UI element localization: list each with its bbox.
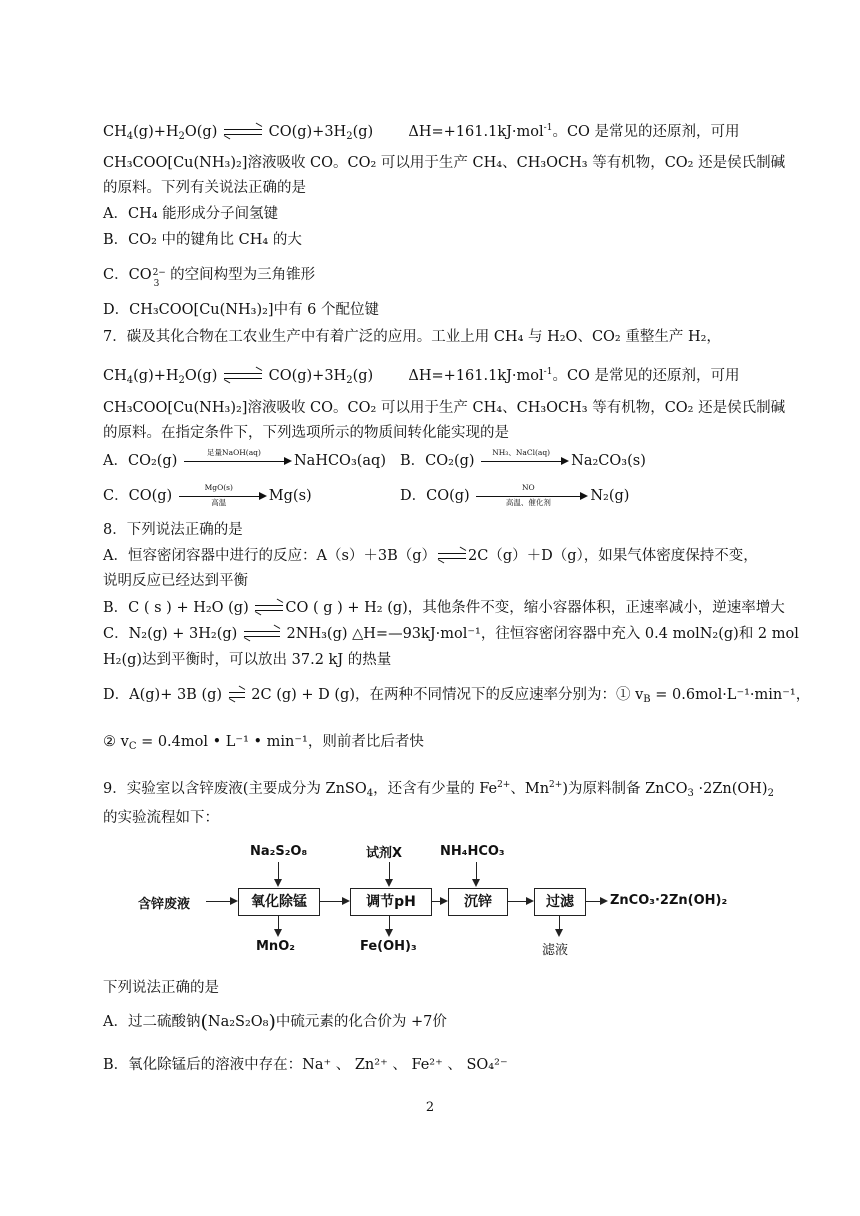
q8-optd2-pre: ② v xyxy=(103,734,129,750)
equilibrium-arrow-icon xyxy=(224,370,262,382)
q6-eq-part2: O(g) xyxy=(184,124,218,140)
q7-option-a xyxy=(103,448,386,471)
q8-option-b xyxy=(103,598,785,618)
q8-optb-pre: B．C ( s ) + H₂O (g) xyxy=(103,600,254,616)
q7-option-b xyxy=(400,448,646,471)
equilibrium-arrow-icon xyxy=(224,126,262,138)
q9-sup2: 2+ xyxy=(549,780,563,790)
q8-option-a-line2: 说明反应已经达到平衡 xyxy=(103,573,248,589)
q9-sup1: 2+ xyxy=(497,780,511,790)
flow-input-reagent-x: 试剂X xyxy=(366,846,403,861)
q9-option-b xyxy=(103,1055,508,1075)
q6-option-d: D．CH₃COO[Cu(NH₃)₂]中有 6 个配位键 xyxy=(103,302,380,318)
q8-optc-pre: C．N₂(g) + 3H₂(g) xyxy=(103,626,242,642)
arrow-right-icon xyxy=(342,897,350,905)
arrow-down-icon xyxy=(274,879,282,887)
flow-step-precipitate-zinc: 沉锌 xyxy=(448,888,508,916)
q7-eq-part2: O(g) xyxy=(184,368,218,384)
q6-optc-pre: C．CO xyxy=(103,267,152,283)
q6-eq-left: CH xyxy=(103,124,127,140)
q8-option-c-line1 xyxy=(103,624,799,644)
q6-dh: ΔH=+161.1kJ·mol xyxy=(408,124,544,140)
q8-optb-post: CO ( g ) + H₂ (g)，其他条件不变，缩小容器体积，正速率减小，逆速率增大 xyxy=(285,600,785,616)
arrow-down-icon xyxy=(385,879,393,887)
q9-stem-b: ，还含有少量的 Fe xyxy=(373,781,498,797)
flow-input-na2s2o8: Na₂S₂O₈ xyxy=(250,844,308,859)
q7-opta-left: A．CO₂(g) xyxy=(103,453,178,469)
q8-opta-pre: A．恒容密闭容器中进行的反应：A（s）＋3B（g） xyxy=(103,548,437,564)
q8-option-a-line1 xyxy=(103,546,758,566)
q8-option-d-line1 xyxy=(103,685,810,710)
q9-sub2: 2 xyxy=(767,788,774,799)
equilibrium-arrow-icon xyxy=(229,689,245,701)
arrow-down-icon xyxy=(385,929,393,937)
q8-stem: 8．下列说法正确的是 xyxy=(103,522,243,538)
q6-option-a: A．CH₄ 能形成分子间氢键 xyxy=(103,206,279,222)
flow-connector xyxy=(389,862,390,880)
q7-dh: ΔH=+161.1kJ·mol xyxy=(408,368,544,384)
q9-optb-pre: B．氧化除锰后的溶液中存在： xyxy=(103,1057,303,1073)
q7-dh-sup: -1 xyxy=(543,367,553,377)
q6-eq-right2: (g) xyxy=(352,124,374,140)
flow-connector xyxy=(559,916,560,930)
flow-step-oxidation: 氧化除锰 xyxy=(238,888,320,916)
flow-step-filter: 过滤 xyxy=(534,888,586,916)
q8-optd-mid: 2C (g) + D (g)，在两种不同情况下的反应速率分别为：① v xyxy=(246,687,644,703)
q8-opta-post: 2C（g）＋D（g），如果气体密度保持不变， xyxy=(468,548,758,564)
q6-equation-line: $CH_4(g)+H_2O(g)$ $CO(g)+3H_2(g)$ ΔH=+161.1kJ·mol$^{-1}$。CO 是常见的还原剂，可用 xyxy=(103,123,740,142)
q7-optc-condition: MgO(s) xyxy=(204,483,233,492)
flow-connector xyxy=(206,901,232,902)
q6-optc-sub: 3 xyxy=(153,279,160,289)
q8-optd-pre: D．A(g)+ 3B (g) xyxy=(103,687,227,703)
q8-optd2-post: = 0.4mol • L⁻¹ • min⁻¹，则前者比后者快 xyxy=(136,734,424,750)
q9-stem-c: 、Mn xyxy=(510,781,550,797)
arrow-right-icon xyxy=(440,897,448,905)
page-number: 2 xyxy=(425,1100,435,1115)
process-flow-diagram xyxy=(138,838,738,960)
flow-connector xyxy=(278,916,279,930)
q6-line3: 的原料。下列有关说法正确的是 xyxy=(103,180,306,196)
flow-output-feoh3: Fe(OH)₃ xyxy=(360,939,417,954)
q9-opta-pre: A．过二硫酸钠 xyxy=(103,1014,201,1030)
q7-optd-condition2: 高温、催化剂 xyxy=(505,498,551,507)
q7-optc-condition2: 高温 xyxy=(211,498,227,507)
q8-option-c-line2: H₂(g)达到平衡时，可以放出 37.2 kJ 的热量 xyxy=(103,652,392,668)
q9-ask: 下列说法正确的是 xyxy=(103,980,219,996)
q6-option-b: B．CO₂ 中的键角比 CH₄ 的大 xyxy=(103,232,302,248)
q9-stem-a: 9．实验室以含锌废液(主要成分为 ZnSO xyxy=(103,781,367,797)
q9-stem-line2: 的实验流程如下： xyxy=(103,810,219,826)
equilibrium-arrow-icon xyxy=(438,550,466,562)
q9-stem-line1 xyxy=(103,775,774,804)
equilibrium-arrow-icon xyxy=(255,602,283,614)
flow-connector xyxy=(278,862,279,880)
q7-optb-left: B．CO₂(g) xyxy=(400,453,475,469)
q9-opta-post: 中硫元素的化合价为 +7价 xyxy=(275,1014,447,1030)
q7-optc-left: C．CO(g) xyxy=(103,488,173,504)
q7-optd-left: D．CO(g) xyxy=(400,488,470,504)
q7-dh-tail: 。CO 是常见的还原剂，可用 xyxy=(552,368,740,384)
q7-opta-condition: 足量NaOH(aq) xyxy=(207,448,261,457)
q6-line2: CH₃COO[Cu(NH₃)₂]溶液吸收 CO。CO₂ 可以用于生产 CH₄、CH₃OCH₃ 等有机物，CO₂ 还是侯氏制碱 xyxy=(103,155,786,171)
flow-input-nh4hco3: NH₄HCO₃ xyxy=(440,844,505,859)
q7-optb-condition: NH₃、NaCl(aq) xyxy=(492,448,551,457)
reaction-arrow-icon xyxy=(476,483,588,507)
q9-optb-ions: Na⁺ 、 Zn²⁺ 、 Fe²⁺ 、 SO₄²⁻ xyxy=(302,1057,508,1073)
flow-connector xyxy=(320,901,344,902)
q7-line2: CH₃COO[Cu(NH₃)₂]溶液吸收 CO。CO₂ 可以用于生产 CH₄、CH₃OCH₃ 等有机物，CO₂ 还是侯氏制碱 xyxy=(103,400,786,416)
q6-optc-sup: 2− xyxy=(152,268,166,278)
q8-optd2-subc: C xyxy=(128,741,137,752)
q9-sub4: 4 xyxy=(366,788,374,799)
q7-eq-left: CH xyxy=(103,368,127,384)
reaction-arrow-icon xyxy=(179,483,267,507)
q7-optc-right: Mg(s) xyxy=(268,488,312,504)
q7-opta-right: NaHCO₃(aq) xyxy=(293,453,386,469)
flow-step-adjust-ph: 调节pH xyxy=(350,888,432,916)
arrow-down-icon xyxy=(274,929,282,937)
arrow-down-icon xyxy=(472,879,480,887)
flow-connector xyxy=(389,916,390,930)
equilibrium-arrow-icon xyxy=(244,628,280,640)
q7-equation-line: $CH_4(g)+H_2O(g)$ $CO(g)+3H_2(g)$ ΔH=+161.1kJ·mol$^{-1}$。CO 是常见的还原剂，可用 xyxy=(103,367,740,386)
q6-optc-post: 的空间构型为三角锥形 xyxy=(165,267,316,283)
q7-option-d xyxy=(400,483,630,507)
q9-stem-e: ·2Zn(OH) xyxy=(693,781,768,797)
flow-product-label: ZnCO₃·2Zn(OH)₂ xyxy=(610,893,728,908)
flow-output-filtrate: 滤液 xyxy=(542,943,569,958)
flow-output-mno2: MnO₂ xyxy=(256,939,295,954)
q6-eq-right: CO(g)+3H xyxy=(268,124,347,140)
q8-optc-post: 2NH₃(g) △H=—93kJ·mol⁻¹，往恒容密闭容器中充入 0.4 molN₂(g)和 2 mol xyxy=(281,626,799,642)
arrow-right-icon xyxy=(230,897,238,905)
q9-option-a: A．过二硫酸钠(Na₂S₂O₈)中硫元素的化合价为 +7价 xyxy=(103,1011,447,1033)
q6-eq-part: (g)+H xyxy=(133,124,179,140)
q7-stem: 7．碳及其化合物在工农业生产中有着广泛的应用。工业上用 CH₄ 与 H₂O、CO₂ 重整生产 H₂， xyxy=(103,329,721,345)
flow-start-label: 含锌废液 xyxy=(138,897,191,912)
q9-opta-formula: Na₂S₂O₈ xyxy=(207,1014,269,1030)
reaction-arrow-icon xyxy=(481,448,569,471)
q7-optd-right: N₂(g) xyxy=(590,488,630,504)
arrow-right-icon xyxy=(526,897,534,905)
q6-dh-sup: -1 xyxy=(543,123,553,133)
q7-eq-part: (g)+H xyxy=(133,368,179,384)
reaction-arrow-icon xyxy=(184,448,292,471)
flow-connector xyxy=(476,862,477,880)
q7-option-c xyxy=(103,483,312,507)
q7-line3: 的原料。在指定条件下，下列选项所示的物质间转化能实现的是 xyxy=(103,425,509,441)
q7-eq-right2: (g) xyxy=(352,368,374,384)
arrow-right-icon xyxy=(600,897,608,905)
q8-option-d-line2 xyxy=(103,732,424,757)
flow-connector xyxy=(508,901,528,902)
carbonate-charge xyxy=(152,265,166,289)
q7-optb-right: Na₂CO₃(s) xyxy=(571,453,646,469)
q9-sub3: 3 xyxy=(687,788,694,799)
q9-stem-d: )为原料制备 ZnCO xyxy=(562,781,688,797)
q6-option-c xyxy=(103,265,316,289)
q8-optd-subb: B xyxy=(643,694,651,705)
q7-eq-right: CO(g)+3H xyxy=(268,368,347,384)
arrow-down-icon xyxy=(555,929,563,937)
q8-optd-post: = 0.6mol·L⁻¹·min⁻¹， xyxy=(650,687,811,703)
q6-dh-tail: 。CO 是常见的还原剂，可用 xyxy=(552,124,740,140)
q7-optd-condition: NO xyxy=(521,483,535,492)
